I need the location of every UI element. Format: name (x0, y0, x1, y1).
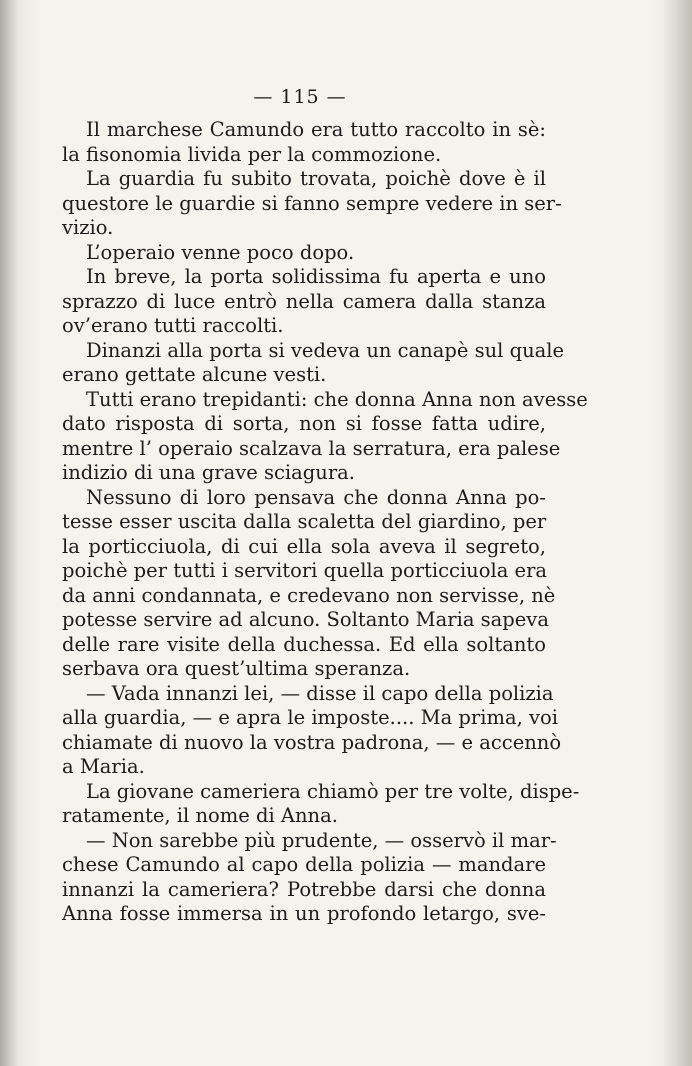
text-line: ratamente, il nome di Anna. (62, 804, 338, 827)
text-line: chese Camundo al capo della polizia — mandare (62, 853, 546, 876)
text-line: la fisonomia livida per la commozione. (62, 142, 442, 166)
text-line: indizio di una grave sciagura. (62, 461, 355, 484)
text-line: — Non sarebbe più prudente, — osservò il mar- (86, 828, 557, 852)
text-line: — Vada innanzi lei, — disse il capo della polizia (86, 681, 554, 705)
text-line: serbava ora quest’ultima speranza. (62, 657, 411, 680)
text-line: ov’erano tutti raccolti. (62, 314, 284, 337)
text-line: questore le guardie si fanno sempre vedere in ser- (62, 191, 562, 215)
page-gutter-shadow (0, 0, 18, 1066)
text-line: L’operaio venne poco dopo. (86, 240, 355, 264)
text-line: La giovane cameriera chiamò per tre volte, dispe- (86, 779, 580, 803)
text-line: In breve, la porta solidissima fu aperta e uno (86, 265, 546, 288)
text-line: alla guardia, — e apra le imposte.... Ma prima, voi (62, 706, 558, 729)
text-line: erano gettate alcune vesti. (62, 363, 327, 386)
text-line: vizio. (62, 216, 114, 239)
text-line: Tutti erano trepidanti: che donna Anna non avesse (86, 387, 588, 411)
text-line: dato risposta di sorta, non si fosse fatta udire, (62, 412, 546, 435)
text-line: Dinanzi alla porta si vedeva un canapè sul quale (86, 338, 565, 362)
text-line: a Maria. (62, 755, 145, 778)
text-line: sprazzo di luce entrò nella camera dalla stanza (62, 289, 546, 313)
text-line: Anna fosse immersa in un profondo letargo, sve- (62, 902, 546, 925)
page-number: — 115 — (253, 86, 347, 108)
text-line: La guardia fu subito trovata, poichè dove è il (86, 167, 546, 190)
body-text (62, 118, 588, 927)
text-line: Il marchese Camundo era tutto raccolto in sè: (86, 118, 546, 141)
text-line: delle rare visite della duchessa. Ed ella soltanto (62, 632, 546, 656)
text-line: la porticciuola, di cui ella sola aveva il segreto, (62, 534, 546, 558)
text-line: mentre l’ operaio scalzava la serratura, era palese (62, 436, 561, 460)
text-line: innanzi la cameriera? Potrebbe darsi che donna (62, 877, 546, 901)
text-line: potesse servire ad alcuno. Soltanto Maria sapeva (62, 608, 549, 631)
text-line: chiamate di nuovo la vostra padrona, — e accennò (62, 730, 562, 754)
page-edge-shadow (662, 0, 692, 1066)
text-line: poichè per tutti i servitori quella porticciuola era (62, 559, 548, 582)
text-line: da anni condannata, e credevano non servisse, nè (62, 583, 556, 607)
text-line: Nessuno di loro pensava che donna Anna po- (86, 485, 546, 509)
text-line: tesse esser uscita dalla scaletta del giardino, per (62, 510, 547, 533)
